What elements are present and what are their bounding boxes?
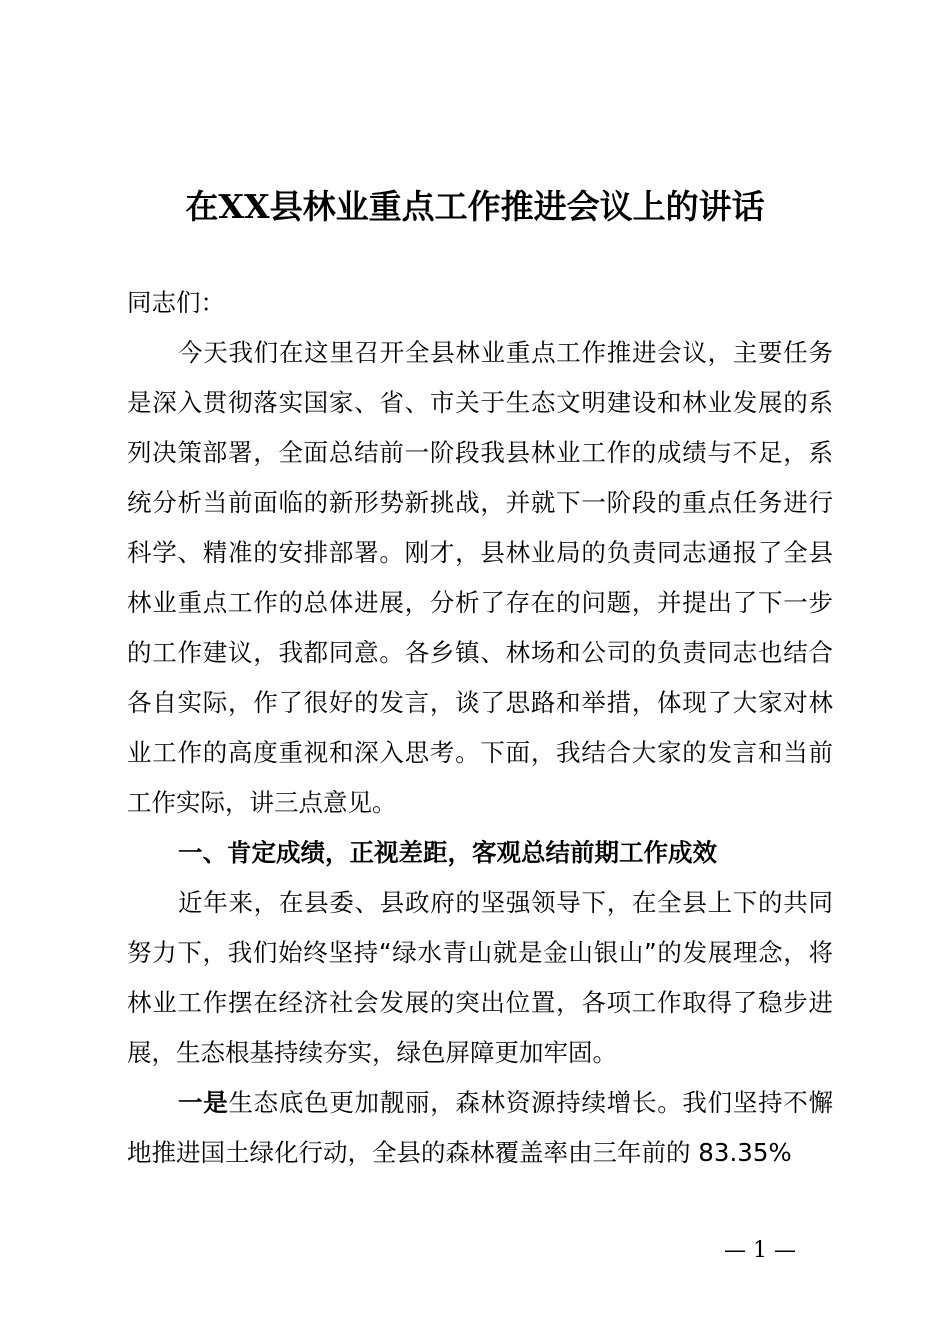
section-1-paragraph: 近年来，在县委、县政府的坚强领导下，在全县上下的共同努力下，我们始终坚持“绿水青山就是金山银山”的发展理念，将林业工作摆在经济社会发展的突出位置，各项工作取得了稳步进展，生态根基持续夯实，绿色屏障更加牢固。 <box>127 888 833 1067</box>
point-1-text: 生态底色更加靓丽，森林资源持续增长。我们坚持不懈地推进国土绿化行动，全县的森林覆盖率由三年前的 83.35% <box>127 1088 834 1167</box>
document-body <box>127 278 833 1178</box>
point-1-paragraph <box>127 1078 833 1178</box>
page-number: — 1 — <box>724 1238 796 1263</box>
document-title: 在XX县林业重点工作推进会议上的讲话 <box>185 187 765 226</box>
section-heading-1: 一、肯定成绩，正视差距，客观总结前期工作成效 <box>178 838 717 867</box>
salutation: 同志们： <box>127 288 225 317</box>
intro-paragraph: 今天我们在这里召开全县林业重点工作推进会议，主要任务是深入贯彻落实国家、省、市关于生态文明建设和林业发展的系列决策部署，全面总结前一阶段我县林业工作的成绩与不足，系统分析当前面临的新形势新挑战，并就下一阶段的重点任务进行科学、精准的安排部署。刚才，县林业局的负责同志通报了全县林业重点工作的总体进展，分析了存在的问题，并提出了下一步的工作建议，我都同意。各乡镇、林场和公司的负责同志也结合各自实际，作了很好的发言，谈了思路和举措，体现了大家对林业工作的高度重视和深入思考。下面，我结合大家的发言和当前工作实际，讲三点意见。 <box>127 338 833 817</box>
point-1-lead: 一是 <box>178 1088 229 1117</box>
